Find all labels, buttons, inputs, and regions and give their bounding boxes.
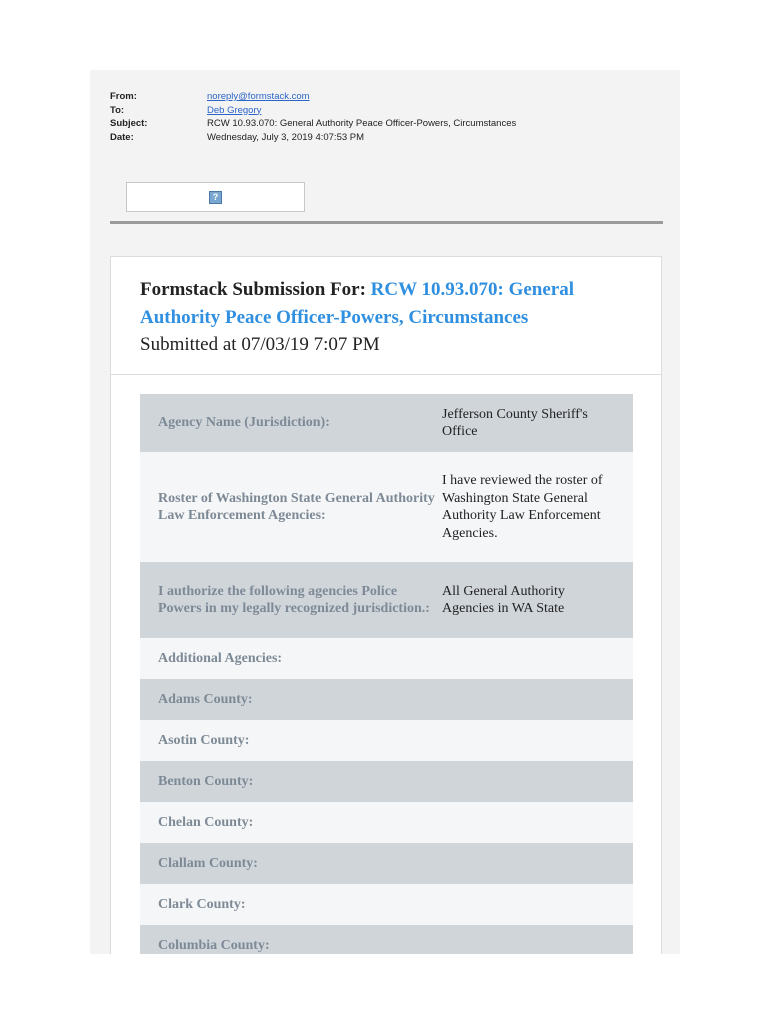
- date-value: Wednesday, July 3, 2019 4:07:53 PM: [207, 131, 365, 143]
- table-row: [140, 638, 633, 679]
- submission-heading: [111, 257, 661, 375]
- field-label: Agency Name (Jurisdiction):: [158, 415, 330, 431]
- table-row: [140, 720, 633, 761]
- table-row: [140, 884, 633, 925]
- field-value: All General Authority Agencies in WA State: [442, 583, 565, 616]
- table-row: [140, 802, 633, 843]
- image-placeholder: [126, 182, 305, 212]
- field-label: Chelan County:: [158, 814, 254, 830]
- field-label: Additional Agencies:: [158, 650, 283, 666]
- table-row: [140, 925, 633, 954]
- table-row: [140, 562, 633, 638]
- email-header: [110, 90, 663, 144]
- table-row: [140, 761, 633, 802]
- subject-row: [110, 117, 663, 131]
- date-row: [110, 131, 663, 145]
- field-label: I authorize the following agencies Police Powers in my legally recognized jurisdiction.:: [158, 583, 430, 616]
- table-row: [140, 452, 633, 562]
- field-label: Clark County:: [158, 896, 246, 912]
- from-email-link[interactable]: noreply@formstack.com: [207, 91, 310, 102]
- from-row: [110, 90, 663, 104]
- field-value: Jefferson County Sheriff's Office: [442, 406, 588, 439]
- fields-table: [140, 394, 633, 954]
- header-divider: [110, 221, 663, 224]
- submission-card: [110, 256, 662, 954]
- table-row: [140, 843, 633, 884]
- broken-image-icon: ?: [209, 191, 222, 204]
- email-page: [90, 70, 680, 954]
- to-recipient-link[interactable]: Deb Gregory: [207, 104, 262, 116]
- subject-value: RCW 10.93.070: General Authority Peace Officer-Powers, Circumstances: [207, 118, 517, 129]
- to-row: [110, 104, 663, 118]
- field-label: Benton County:: [158, 773, 254, 789]
- title-prefix: Formstack Submission For:: [140, 279, 366, 300]
- table-row: [140, 679, 633, 720]
- submitted-at: Submitted at 07/03/19 7:07 PM: [140, 334, 380, 355]
- field-label: Clallam County:: [158, 855, 258, 871]
- from-label: From:: [110, 91, 137, 102]
- date-label: Date:: [110, 131, 134, 143]
- field-label: Asotin County:: [158, 732, 250, 748]
- field-label: Columbia County:: [158, 937, 270, 953]
- form-name: RCW 10.93.070: General Authority Peace Officer-Powers, Circumstances: [140, 279, 575, 328]
- field-label: Roster of Washington State General Authority Law Enforcement Agencies:: [158, 490, 435, 523]
- to-label: To:: [110, 104, 125, 116]
- field-value: I have reviewed the roster of Washington State General Authority Law Enforcement Agencies.: [442, 473, 603, 541]
- field-label: Adams County:: [158, 691, 253, 707]
- table-row: [140, 394, 633, 452]
- subject-label: Subject:: [110, 118, 148, 129]
